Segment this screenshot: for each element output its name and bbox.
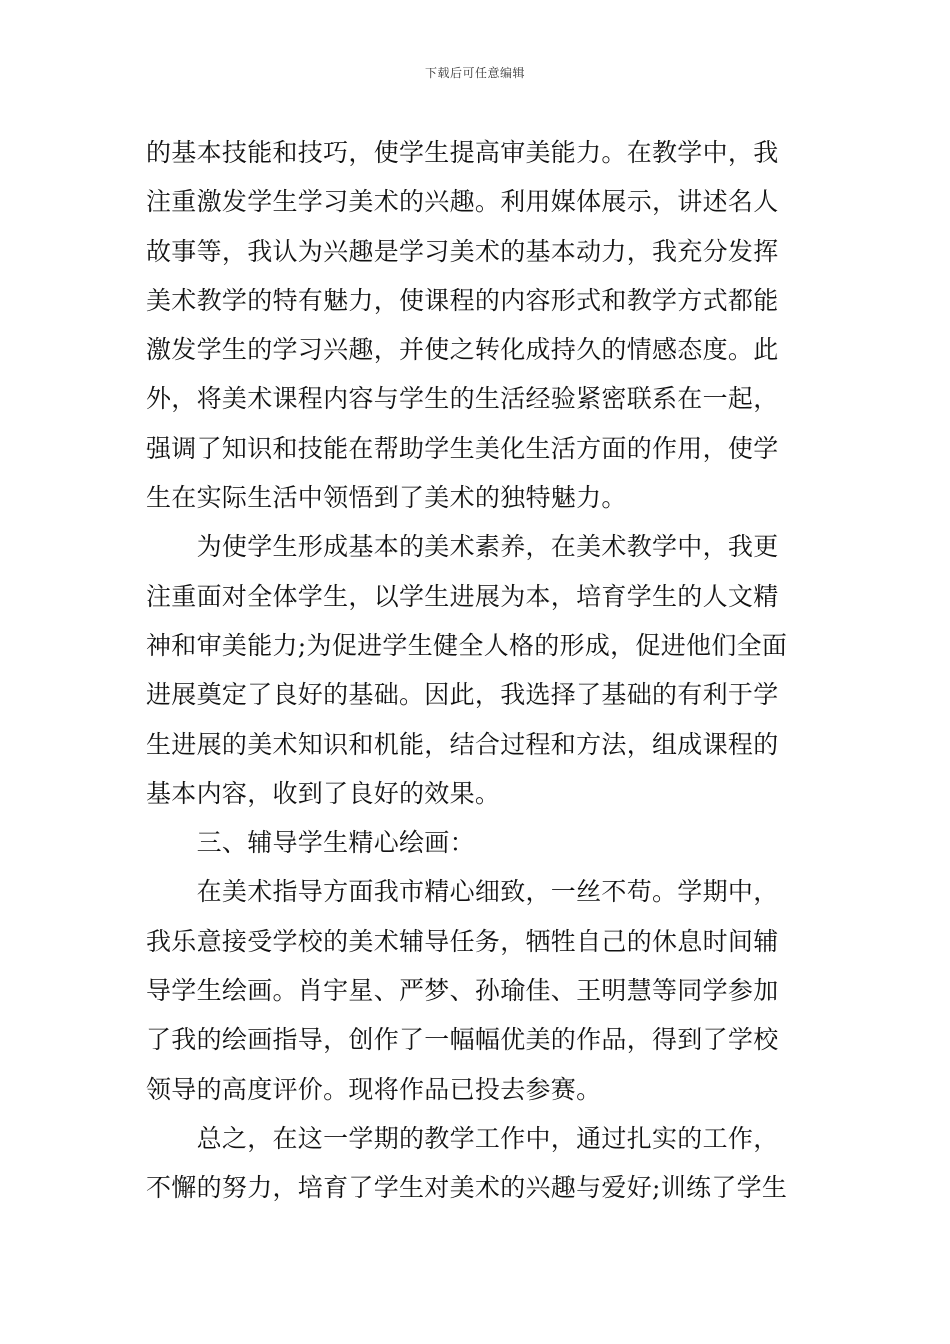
text-line: 为使学生形成基本的美术素养，在美术教学中，我更 <box>146 532 779 562</box>
text-line: 激发学生的学习兴趣，并使之转化成持久的情感态度。此 <box>146 335 779 365</box>
text-line: 进展奠定了良好的基础。因此，我选择了基础的有利于学 <box>146 680 779 710</box>
page-header: 下载后可任意编辑 <box>424 66 525 80</box>
text-line: 强调了知识和技能在帮助学生美化生活方面的作用，使学 <box>146 433 779 463</box>
text-line: 注重激发学生学习美术的兴趣。利用媒体展示，讲述名人 <box>146 187 779 217</box>
text-line: 总之，在这一学期的教学工作中，通过扎实的工作， <box>146 1123 779 1153</box>
text-line: 不懈的努力，培育了学生对美术的兴趣与爱好;训练了学生 <box>146 1173 788 1203</box>
text-line: 了我的绘画指导，创作了一幅幅优美的作品，得到了学校 <box>146 1025 779 1055</box>
text-line: 外，将美术课程内容与学生的生活经验紧密联系在一起， <box>146 384 779 414</box>
document-body <box>146 128 806 1213</box>
text-line: 导学生绘画。肖宇星、严梦、孙瑜佳、王明慧等同学参加 <box>146 976 779 1006</box>
text-line: 生进展的美术知识和机能，结合过程和方法，组成课程的 <box>146 729 779 759</box>
text-line: 美术教学的特有魅力，使课程的内容形式和教学方式都能 <box>146 285 779 315</box>
text-line: 领导的高度评价。现将作品已投去参赛。 <box>146 1074 602 1104</box>
text-line: 的基本技能和技巧，使学生提高审美能力。在教学中，我 <box>146 138 779 167</box>
text-line: 我乐意接受学校的美术辅导任务，牺牲自己的休息时间辅 <box>146 926 779 956</box>
section-heading: 三、辅导学生精心绘画： <box>146 828 475 858</box>
text-line: 神和审美能力;为促进学生健全人格的形成，促进他们全面 <box>146 630 788 660</box>
text-line: 在美术指导方面我市精心细致，一丝不苟。学期中， <box>146 877 779 907</box>
text-line: 基本内容，收到了良好的效果。 <box>146 778 501 808</box>
text-line: 生在实际生活中领悟到了美术的独特魅力。 <box>146 483 627 513</box>
text-line: 故事等，我认为兴趣是学习美术的基本动力，我充分发挥 <box>146 236 779 266</box>
text-line: 注重面对全体学生，以学生进展为本，培育学生的人文精 <box>146 581 779 611</box>
